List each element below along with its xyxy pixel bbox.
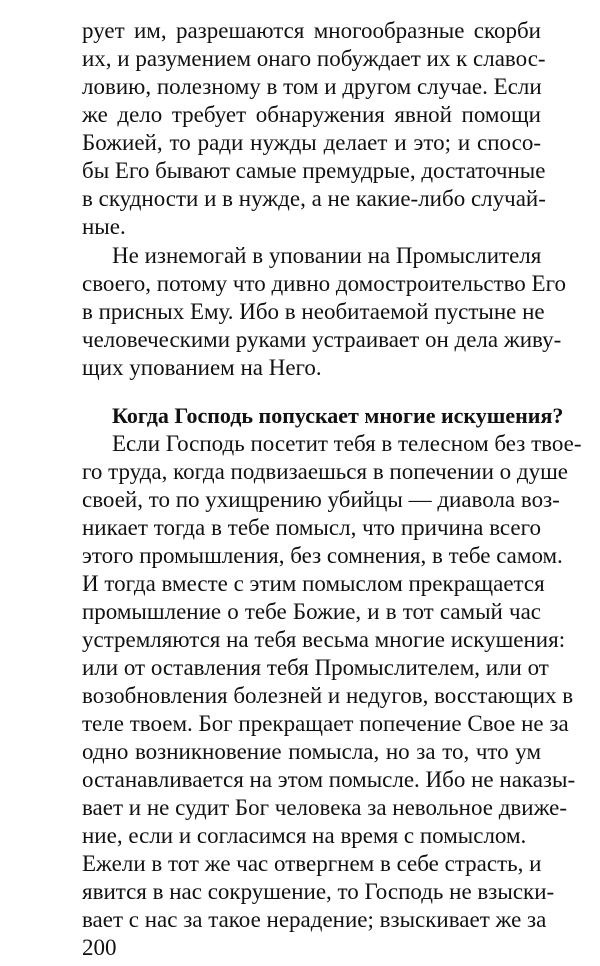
text-line: их, и разумением онаго побуждает их к славос-: [82, 46, 546, 71]
text-line: вает и не судит Бог человека за невольное движе-: [82, 795, 568, 820]
text-line: в скудности и в нужде, а не какие-либо случай-: [82, 186, 546, 211]
text-line: вает с нас за такое нерадение; взыскивает же за: [82, 907, 547, 932]
text-line: теле твоем. Бог прекращает попечение Свое не за: [82, 711, 569, 736]
text-line: никает тогда в тебе помысл, что причина всего: [82, 515, 541, 540]
text-line: го труда, когда подвизаешься в попечении о душе: [82, 459, 568, 484]
text-line: своей, то по ухищрению убийцы — диавола воз-: [82, 487, 560, 512]
text-line: возобновления болезней и недугов, восстающих в: [82, 683, 574, 708]
text-line: человеческими руками устраивает он дела живу-: [82, 327, 562, 352]
text-line: ние, если и согласимся на время с помыслом.: [82, 823, 527, 848]
text-line: Не изнемогай в уповании на Промыслителя: [112, 243, 542, 268]
text-line: промышление о тебе Божие, и в тот самый час: [82, 599, 541, 624]
text-line: ловию, полезному в том и другом случае. Если: [82, 74, 542, 99]
text-line: устремляются на тебя весьма многие искушения:: [82, 627, 566, 652]
text-line: же дело требует обнаружения явной помощи: [82, 102, 541, 127]
text-line: одно возникновение помысла, но за то, что ум: [82, 739, 541, 764]
text-line: в присных Ему. Ибо в необитаемой пустыне не: [82, 299, 545, 324]
text-line: щих упованием на Него.: [82, 355, 322, 380]
page-number: 200: [82, 935, 117, 960]
text-line: И тогда вместе с этим помыслом прекращается: [82, 571, 545, 596]
text-line: останавливается на этом помысле. Ибо не наказы-: [82, 767, 576, 792]
text-line: Ежели в тот же час отвергнем в себе страсть, и: [82, 851, 542, 876]
text-line: Если Господь посетит тебя в телесном без твое-: [112, 431, 582, 456]
text-line: рует им, разрешаются многообразные скорби: [82, 18, 541, 43]
text-line: своего, потому что дивно домостроительство Его: [82, 271, 566, 296]
text-line: этого промышления, без сомнения, в тебе самом.: [82, 543, 563, 568]
section-heading: Когда Господь попускает многие искушения?: [112, 403, 564, 428]
text-line: или от оставления тебя Промыслителем, или от: [82, 655, 549, 680]
text-line: явится в нас сокрушение, то Господь не взыски-: [82, 879, 555, 904]
text-line: бы Его бывают самые премудрые, достаточные: [82, 158, 546, 183]
text-line: ные.: [82, 214, 126, 239]
text-line: Божией, то ради нужды делает и это; и спосо-: [82, 130, 541, 155]
